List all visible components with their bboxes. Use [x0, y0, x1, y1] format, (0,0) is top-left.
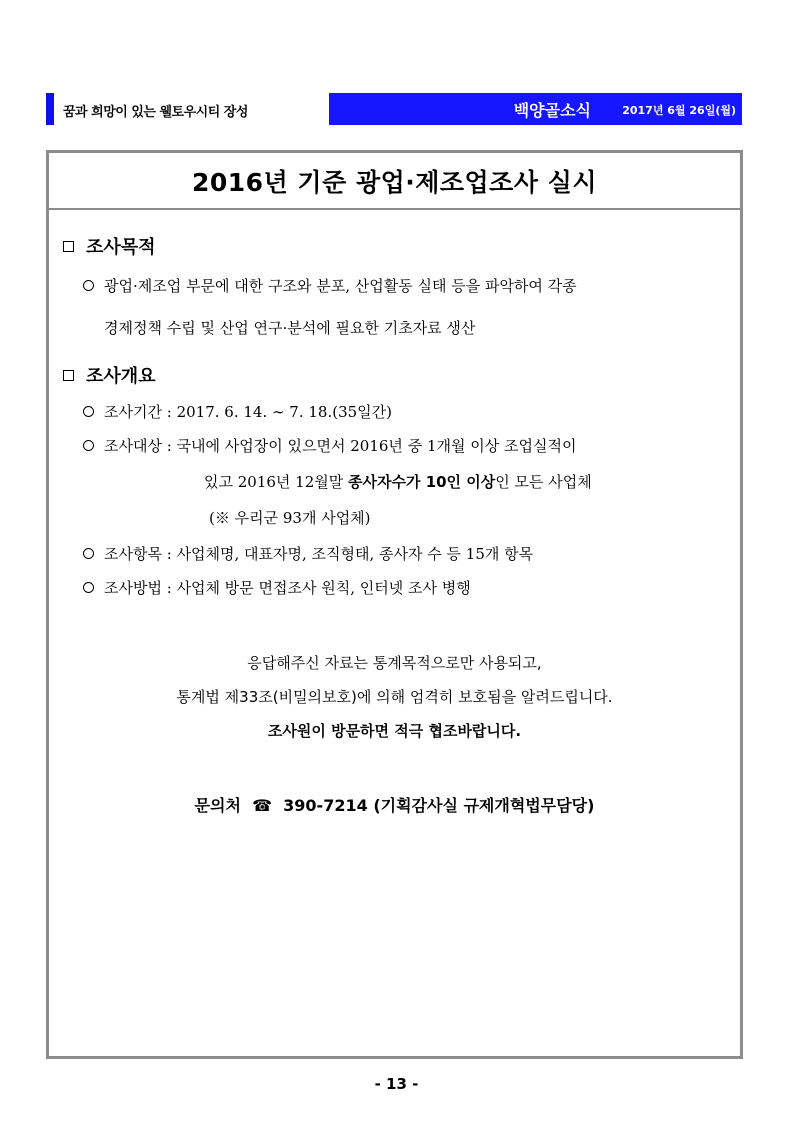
circle-bullet-icon — [83, 280, 94, 291]
header-slogan: 꿈과 희망이 있는 웰토우시티 장성 — [63, 105, 248, 120]
circle-bullet-icon — [83, 548, 94, 559]
header-banner — [329, 93, 742, 125]
highlight-employee-count: 종사자수가 10인 이상 — [348, 473, 496, 491]
overview-item-target: 조사대상 : 국내에 사업장이 있으면서 2016년 중 1개월 이상 조업실적이 — [83, 435, 576, 456]
newsletter-header — [46, 93, 742, 125]
circle-bullet-icon — [83, 582, 94, 593]
notice-line-2: 통계법 제33조(비밀의보호)에 의해 엄격히 보호됨을 알려드립니다. — [176, 688, 613, 706]
square-bullet-icon — [63, 241, 74, 252]
overview-item-items: 조사항목 : 사업체명, 대표자명, 조직형태, 종사자 수 등 15개 항목 — [83, 543, 533, 564]
section-purpose-heading: 조사목적 — [63, 233, 156, 259]
overview-item-target-line2: 있고 2016년 12월말 종사자수가 10인 이상인 모든 사업체 — [204, 473, 592, 491]
title-band — [49, 153, 740, 210]
purpose-item: 광업·제조업 부문에 대한 구조와 분포, 산업활동 실태 등을 파악하여 각종 — [83, 275, 577, 296]
telephone-icon: ☎ — [246, 796, 278, 815]
circle-bullet-icon — [83, 440, 94, 451]
purpose-item-continued: 경제정책 수립 및 산업 연구·분석에 필요한 기초자료 생산 — [104, 319, 476, 337]
section-overview-heading: 조사개요 — [63, 362, 156, 388]
overview-item-period: 조사기간 : 2017. 6. 14. ∼ 7. 18.(35일간) — [83, 401, 392, 422]
square-bullet-icon — [63, 370, 74, 381]
contact-phone: 390-7214 — [283, 796, 368, 815]
circle-bullet-icon — [83, 406, 94, 417]
notice-emphasis: 조사원이 방문하면 적극 협조바랍니다. — [267, 722, 522, 740]
overview-item-target-note: (※ 우리군 93개 사업체) — [209, 509, 371, 527]
article-box — [46, 150, 743, 1059]
article-title: 2016년 기준 광업·제조업조사 실시 — [192, 167, 597, 197]
header-accent-bar — [46, 93, 54, 125]
contact-department: (기획감사실 규제개혁법무담당) — [373, 796, 595, 815]
page-number: - 13 - — [374, 1075, 419, 1093]
issue-date: 2017년 6월 26일(월) — [622, 104, 736, 117]
newsletter-name: 백양골소식 — [513, 101, 591, 120]
overview-item-method: 조사방법 : 사업체 방문 면접조사 원칙, 인터넷 조사 병행 — [83, 577, 471, 598]
contact-line: 문의처 ☎ 390-7214 (기획감사실 규제개혁법무담당) — [194, 796, 595, 815]
notice-line-1: 응답해주신 자료는 통계목적으로만 사용되고, — [247, 654, 542, 672]
